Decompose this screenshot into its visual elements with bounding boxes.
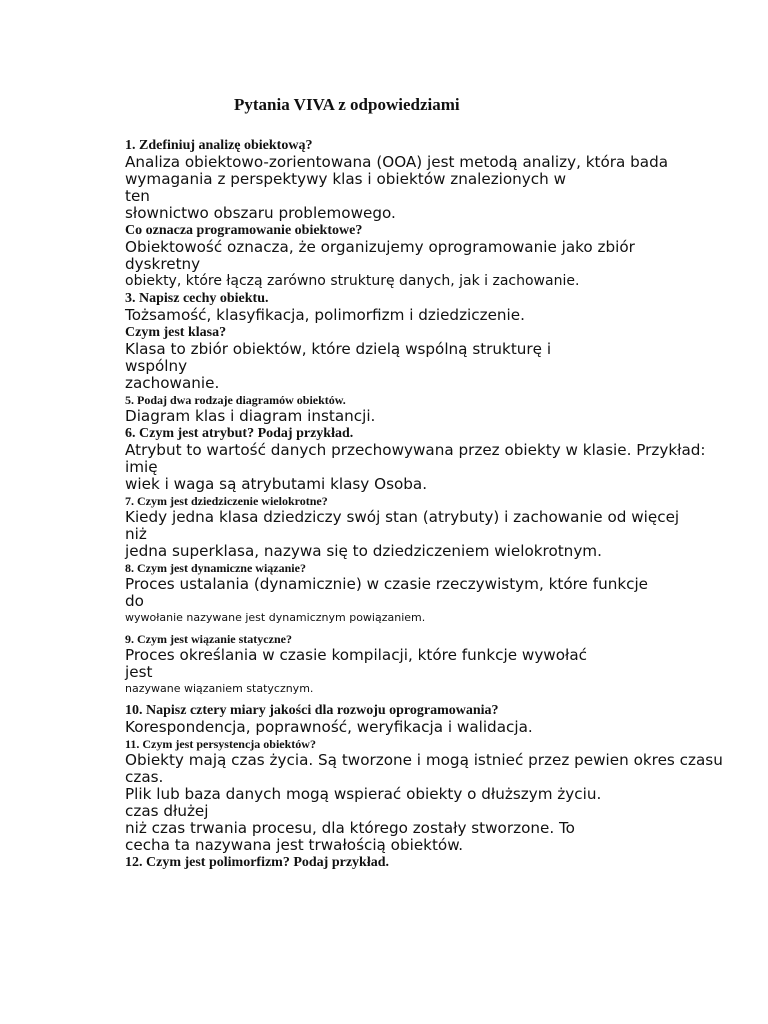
question-heading: 10. Napisz cztery miary jakości dla rozwoju oprogramowania? xyxy=(125,703,499,718)
answer-line: słownictwo obszaru problemowego. xyxy=(125,204,396,222)
answer-line: wymagania z perspektywy klas i obiektów znalezionych w xyxy=(125,170,567,188)
question-heading: 7. Czym jest dziedziczenie wielokrotne? xyxy=(125,494,328,508)
answer-line: Kiedy jedna klasa dziedziczy swój stan (atrybuty) i zachowanie od więcej xyxy=(125,508,680,526)
document-title: Pytania VIVA z odpowiedziami xyxy=(234,95,460,114)
question-heading: 6. Czym jest atrybut? Podaj przykład. xyxy=(125,426,354,441)
answer-line: do xyxy=(125,592,144,610)
answer-line: niż czas trwania procesu, dla którego zostały stworzone. To xyxy=(125,819,575,837)
answer-line: Klasa to zbiór obiektów, które dzielą wspólną strukturę i xyxy=(125,340,552,358)
answer-line: czas. xyxy=(125,768,164,786)
question-heading: 5. Podaj dwa rodzaje diagramów obiektów. xyxy=(125,393,346,407)
answer-line: Obiektowość oznacza, że organizujemy oprogramowanie jako zbiór xyxy=(125,238,635,256)
answer-line: jest xyxy=(125,663,153,681)
question-heading: 12. Czym jest polimorfizm? Podaj przykład. xyxy=(125,855,390,870)
answer-line: Obiekty mają czas życia. Są tworzone i mogą istnieć przez pewien okres czasu xyxy=(125,751,723,769)
question-heading: 8. Czym jest dynamiczne wiązanie? xyxy=(125,561,306,575)
answer-line: wywołanie nazywane jest dynamicznym powiązaniem. xyxy=(125,611,426,624)
question-heading: 11. Czym jest persystencja obiektów? xyxy=(125,737,316,751)
answer-line: ten xyxy=(125,187,150,205)
answer-line: obiekty, które łączą zarówno strukturę danych, jak i zachowanie. xyxy=(125,273,580,289)
question-heading: Czym jest klasa? xyxy=(125,325,227,340)
answer-line: Korespondencja, poprawność, weryfikacja i walidacja. xyxy=(125,718,533,736)
answer-line: czas dłużej xyxy=(125,802,209,820)
question-heading: 9. Czym jest wiązanie statyczne? xyxy=(125,632,292,646)
answer-line: Analiza obiektowo-zorientowana (OOA) jest metodą analizy, która bada xyxy=(125,153,669,171)
question-heading: 3. Napisz cechy obiektu. xyxy=(125,291,269,306)
answer-line: niż xyxy=(125,525,147,543)
answer-line: wiek i waga są atrybutami klasy Osoba. xyxy=(125,475,428,493)
answer-line: Plik lub baza danych mogą wspierać obiekty o dłuższym życiu. xyxy=(125,785,602,803)
answer-line: Diagram klas i diagram instancji. xyxy=(125,407,376,425)
answer-line: imię xyxy=(125,458,158,476)
answer-line: Proces określania w czasie kompilacji, które funkcje wywołać xyxy=(125,646,587,664)
answer-line: dyskretny xyxy=(125,255,201,273)
question-heading: Co oznacza programowanie obiektowe? xyxy=(125,223,363,238)
answer-line: Atrybut to wartość danych przechowywana przez obiekty w klasie. Przykład: xyxy=(125,441,706,459)
qa-content xyxy=(125,137,725,871)
answer-line: cecha ta nazywana jest trwałością obiektów. xyxy=(125,836,464,854)
question-heading: 1. Zdefiniuj analizę obiektową? xyxy=(125,138,313,153)
answer-line: nazywane wiązaniem statycznym. xyxy=(125,682,314,695)
answer-line: Tożsamość, klasyfikacja, polimorfizm i dziedziczenie. xyxy=(125,306,525,324)
answer-line: zachowanie. xyxy=(125,374,220,392)
answer-line: Proces ustalania (dynamicznie) w czasie rzeczywistym, które funkcje xyxy=(125,575,649,593)
answer-line: wspólny xyxy=(125,357,188,375)
answer-line: jedna superklasa, nazywa się to dziedziczeniem wielokrotnym. xyxy=(125,542,602,560)
